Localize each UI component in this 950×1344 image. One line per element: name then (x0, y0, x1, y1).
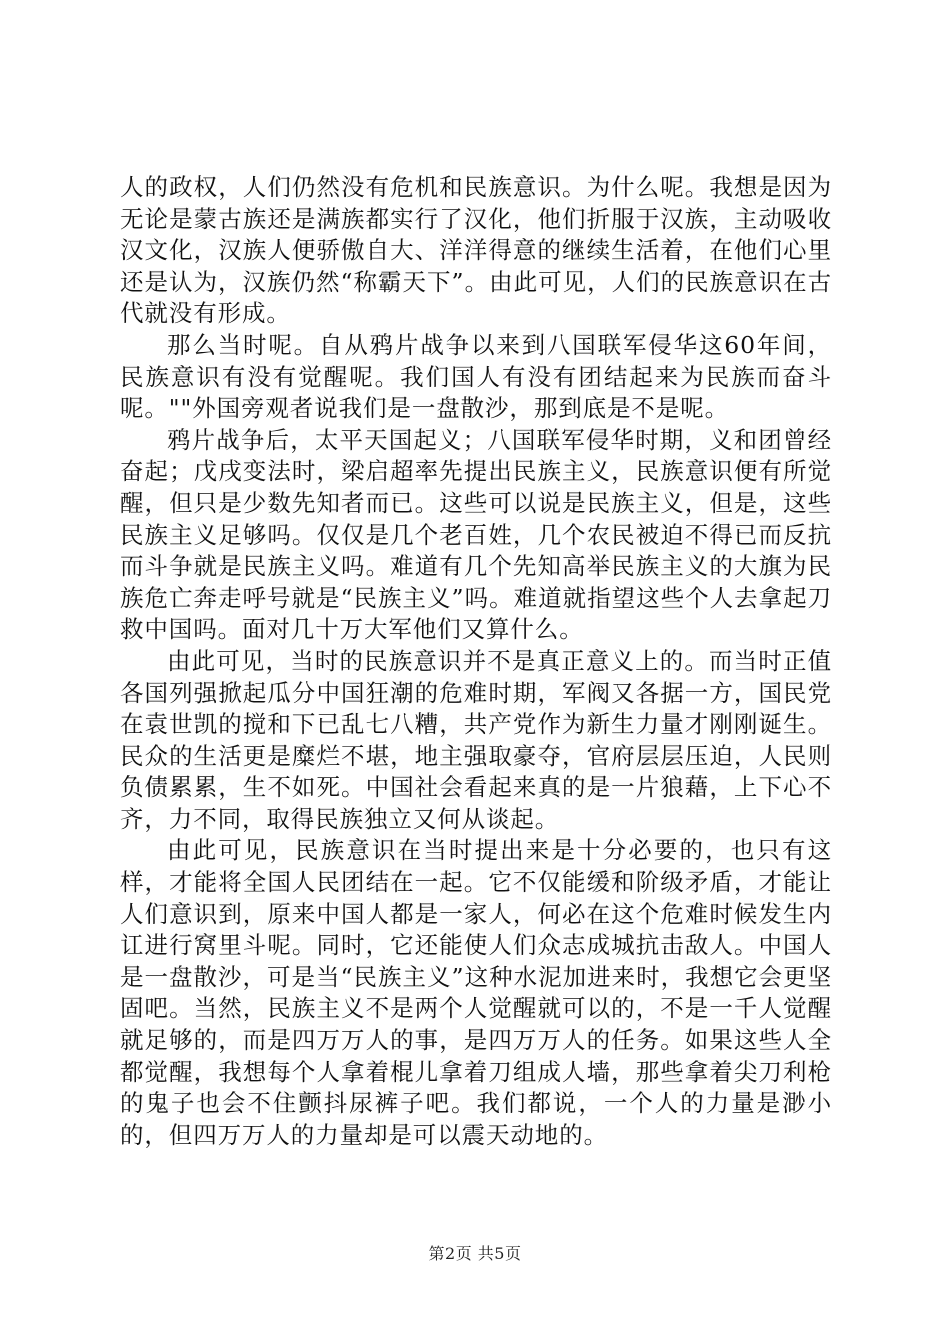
paragraph-1: 人的政权，人们仍然没有危机和民族意识。为什么呢。我想是因为无论是蒙古族还是满族都实行了汉化，他们折服于汉族，主动吸收汉文化，汉族人便骄傲自大、洋洋得意的继续生活着，在他们心里还是认为，汉族仍然“称霸天下”。由此可见，人们的民族意识在古代就没有形成。 (120, 173, 832, 328)
paragraph-5: 由此可见，民族意识在当时提出来是十分必要的，也只有这样，才能将全国人民团结在一起。它不仅能缓和阶级矛盾，才能让人们意识到，原来中国人都是一家人，何必在这个危难时候发生内讧进行窝里斗呢。同时，它还能使人们众志成城抗击敌人。中国人是一盘散沙，可是当“民族主义”这种水泥加进来时，我想它会更坚固吧。当然，民族主义不是两个人觉醒就可以的，不是一千人觉醒就足够的，而是四万万人的事，是四万万人的任务。如果这些人全都觉醒，我想每个人拿着棍儿拿着刀组成人墙，那些拿着尖刀利枪的鬼子也会不住颤抖尿裤子吧。我们都说，一个人的力量是渺小的，但四万万人的力量却是可以震天动地的。 (120, 836, 832, 1149)
paragraph-2: 那么当时呢。自从鸦片战争以来到八国联军侵华这60年间，民族意识有没有觉醒呢。我们国人有没有团结起来为民族而奋斗呢。""外国旁观者说我们是一盘散沙，那到底是不是呢。 (120, 330, 832, 423)
body-text (120, 172, 832, 1151)
paragraph-3: 鸦片战争后，太平天国起义；八国联军侵华时期，义和团曾经奋起；戊戌变法时，梁启超率先提出民族主义，民族意识便有所觉醒，但只是少数先知者而已。这些可以说是民族主义，但是，这些民族主义足够吗。仅仅是几个老百姓，几个农民被迫不得已而反抗而斗争就是民族主义吗。难道有几个先知高举民族主义的大旗为民族危亡奔走呼号就是“民族主义”吗。难道就指望这些个人去拿起刀救中国吗。面对几十万大军他们又算什么。 (120, 425, 832, 644)
paragraph-4: 由此可见，当时的民族意识并不是真正意义上的。而当时正值各国列强掀起瓜分中国狂潮的危难时期，军阀又各据一方，国民党在袁世凯的搅和下已乱七八糟，共产党作为新生力量才刚刚诞生。民众的生活更是糜烂不堪，地主强取豪夺，官府层层压迫，人民则负债累累，生不如死。中国社会看起来真的是一片狼藉，上下心不齐，力不同，取得民族独立又何从谈起。 (120, 646, 832, 833)
page-number-footer: 第2页 共5页 (428, 1244, 522, 1263)
